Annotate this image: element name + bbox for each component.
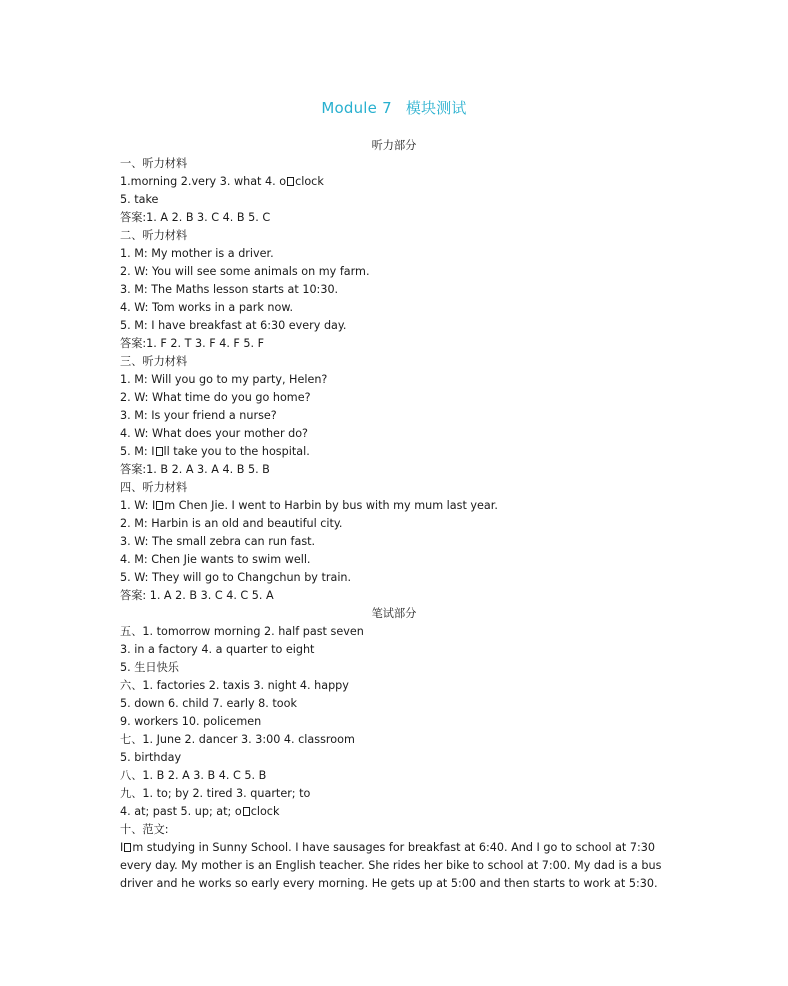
text-line: 3. M: The Maths lesson starts at 10:30.	[120, 283, 339, 296]
text-line: 答案:1. A 2. B 3. C 4. B 5. C	[120, 211, 271, 224]
text-line: 4. M: Chen Jie wants to swim well.	[120, 553, 311, 566]
missing-glyph-icon	[124, 843, 131, 852]
text-line: 5. take	[120, 193, 159, 206]
text-line: 1. W: I m Chen Jie. I went to Harbin by bus with my mum last year.	[120, 499, 498, 512]
text-line: 答案: 1. A 2. B 3. C 4. C 5. A	[120, 589, 274, 602]
text-line: 1. M: Will you go to my party, Helen?	[120, 373, 328, 386]
missing-glyph-icon	[287, 177, 294, 186]
text-line: 九、1. to; by 2. tired 3. quarter; to	[120, 787, 311, 800]
text-line: 9. workers 10. policemen	[120, 715, 262, 728]
text-line: 答案:1. F 2. T 3. F 4. F 5. F	[120, 337, 265, 350]
missing-glyph-icon	[156, 447, 163, 456]
section-heading: 笔试部分	[371, 607, 417, 620]
section-heading: 听力部分	[371, 139, 417, 152]
title-chinese: 模块测试	[405, 99, 467, 117]
text-line: 十、范文:	[120, 823, 169, 836]
text-line: 2. W: What time do you go home?	[120, 391, 311, 404]
document-body	[120, 137, 680, 893]
text-line: 3. in a factory 4. a quarter to eight	[120, 643, 315, 656]
text-line: 3. M: Is your friend a nurse?	[120, 409, 277, 422]
text-line: 5. 生日快乐	[120, 661, 179, 674]
missing-glyph-icon	[156, 501, 163, 510]
text-line: 四、听力材料	[120, 481, 188, 494]
title-module: Module 7	[321, 99, 392, 117]
text-line: 4. W: Tom works in a park now.	[120, 301, 294, 314]
text-line: 2. W: You will see some animals on my farm.	[120, 265, 370, 278]
text-line: 七、1. June 2. dancer 3. 3:00 4. classroom	[120, 733, 355, 746]
text-line: I m studying in Sunny School. I have sausages for breakfast at 6:40. And I go to school at 7:30 every day. My mother is an English teacher. She rides her bike to school at 7:00. My dad is a bus driver and he works so early every morning. He gets up at 5:00 and then starts to work at 5:30.	[120, 841, 662, 890]
text-line: 5. down 6. child 7. early 8. took	[120, 697, 297, 710]
text-line: 5. M: I ll take you to the hospital.	[120, 445, 310, 458]
text-line: 一、听力材料	[120, 157, 188, 170]
text-line: 二、听力材料	[120, 229, 188, 242]
text-line: 4. at; past 5. up; at; o clock	[120, 805, 280, 818]
text-line: 5. birthday	[120, 751, 182, 764]
text-line: 2. M: Harbin is an old and beautiful city.	[120, 517, 343, 530]
text-line: 1. M: My mother is a driver.	[120, 247, 274, 260]
text-line: 5. W: They will go to Changchun by train.	[120, 571, 352, 584]
text-line: 5. M: I have breakfast at 6:30 every day.	[120, 319, 347, 332]
page-title	[0, 97, 788, 118]
text-line: 八、1. B 2. A 3. B 4. C 5. B	[120, 769, 267, 782]
text-line: 五、1. tomorrow morning 2. half past seven	[120, 625, 364, 638]
missing-glyph-icon	[243, 807, 250, 816]
text-line: 4. W: What does your mother do?	[120, 427, 308, 440]
text-line: 1.morning 2.very 3. what 4. o clock	[120, 175, 324, 188]
text-line: 答案:1. B 2. A 3. A 4. B 5. B	[120, 463, 270, 476]
text-line: 3. W: The small zebra can run fast.	[120, 535, 316, 548]
text-line: 六、1. factories 2. taxis 3. night 4. happy	[120, 679, 349, 692]
text-line: 三、听力材料	[120, 355, 188, 368]
